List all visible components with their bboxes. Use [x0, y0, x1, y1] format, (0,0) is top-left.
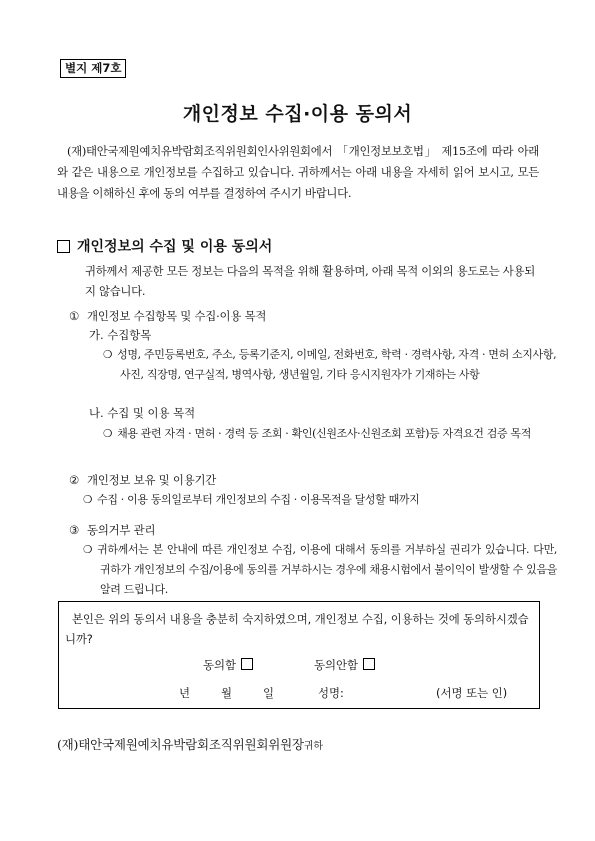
- item-heading-2: [69, 471, 216, 489]
- agree-checkbox[interactable]: [241, 658, 253, 670]
- signature-label: (서명 또는 인): [436, 686, 508, 700]
- hollow-circle-bullet-icon: ❍: [103, 428, 113, 440]
- agree-option[interactable]: [203, 657, 253, 673]
- hollow-circle-bullet-icon: ❍: [103, 349, 113, 361]
- item-number: ③: [69, 523, 80, 537]
- footer-addressee: [57, 735, 323, 753]
- bullet-text: 수집 · 이용 동의일로부터 개인정보의 수집 · 이용목적을 달성할 때까지: [97, 493, 420, 506]
- bullet-refusal: [83, 540, 557, 600]
- item-heading-1: [69, 307, 266, 325]
- item-number: ②: [69, 473, 80, 487]
- item-title: 개인정보 수집항목 및 수집·이용 목적: [87, 309, 267, 323]
- footer-org: (재)태안국제원예치유박람회조직위원회위원장: [57, 737, 304, 752]
- sub-heading-purpose: 나. 수집 및 이용 목적: [89, 406, 196, 420]
- bullet-collected-items: [103, 345, 557, 385]
- bullet-purpose: [103, 424, 557, 444]
- section-description: 귀하께서 제공한 모든 정보는 다음의 목적을 위해 활용하며, 아래 목적 이외의 용도로는 사용되지 않습니다.: [85, 264, 535, 298]
- item-title: 동의거부 관리: [87, 523, 156, 537]
- square-bullet-icon: [57, 240, 70, 253]
- disagree-option[interactable]: [314, 657, 375, 673]
- section-heading: [57, 236, 272, 256]
- day-label: 일: [263, 686, 275, 700]
- hollow-circle-bullet-icon: ❍: [83, 544, 93, 556]
- section-heading-text: 개인정보의 수집 및 이용 동의서: [77, 239, 273, 255]
- bullet-text: 성명, 주민등록번호, 주소, 등록기준지, 이메일, 전화번호, 학력 · 경력사항, 자격 · 면허 소지사항, 사진, 직장명, 연구실적, 병역사항, 생년월일, 기타 응시지원자가 기재하는 사항: [117, 348, 557, 381]
- consent-question: 본인은 위의 동의서 내용을 충분히 숙지하였으며, 개인정보 수집, 이용하는 것에 동의하시겠습니까?: [65, 612, 529, 646]
- disagree-label: 동의안함: [314, 658, 359, 672]
- sub-heading-collected-items: 가. 수집항목: [89, 328, 152, 342]
- year-label: 년: [179, 686, 191, 700]
- intro-paragraph: (재)태안국제원예치유박람회조직위원회인사위원회에서 「개인정보보호법」 제15조에 따라 아래와 같은 내용으로 개인정보를 수집하고 있습니다. 귀하께서는 아래 내용을 자세히 읽어 보시고, 모든 내용을 이해하신 후에 동의 여부를 결정하여 주시기 바랍니다.: [57, 144, 539, 200]
- name-label: 성명:: [318, 686, 344, 700]
- agree-label: 동의함: [203, 658, 237, 672]
- bullet-retention: [83, 490, 560, 510]
- item-title: 개인정보 보유 및 이용기간: [87, 473, 217, 487]
- item-heading-3: [69, 521, 155, 539]
- document-title: 개인정보 수집·이용 동의서: [182, 103, 413, 125]
- item-number: ①: [69, 309, 80, 323]
- consent-box: [58, 601, 540, 709]
- footer-suffix: 귀하: [303, 741, 323, 752]
- form-number-label: 별지 제7호: [60, 59, 126, 78]
- month-label: 월: [221, 686, 233, 700]
- disagree-checkbox[interactable]: [363, 658, 375, 670]
- hollow-circle-bullet-icon: ❍: [83, 494, 93, 506]
- bullet-text: 귀하께서는 본 안내에 따른 개인정보 수집, 이용에 대해서 동의를 거부하실 권리가 있습니다. 다만, 귀하가 개인정보의 수집/이용에 동의를 거부하시는 경우에 채용시험에서 불이익이 발생할 수 있음을 알려 드립니다.: [97, 543, 557, 596]
- bullet-text: 채용 관련 자격 · 면허 · 경력 등 조회 · 확인(신원조사·신원조회 포함)등 자격요건 검증 목적: [117, 427, 531, 440]
